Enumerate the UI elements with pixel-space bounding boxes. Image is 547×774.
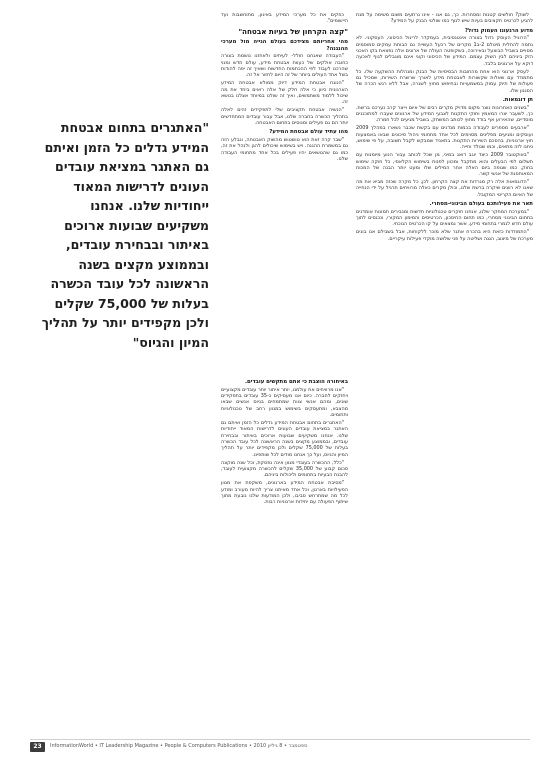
page-number: 23 bbox=[30, 742, 45, 752]
interview-question: באיחורה הוצבת כי אתם מתקשים עובדים. bbox=[245, 379, 348, 385]
paragraph: לשוק? חולשים קטנות ומסחרות. כך, גם אנו - אינו נרתעים משום משימה על מנת להגיע לכרטיס תקציבים בעיות שיש לגוף כמו שולטי הבנק על המידע? bbox=[356, 12, 533, 25]
interview-question: מדוע הרגעונו העמוק נדול? bbox=[464, 27, 533, 34]
interview-question: תן דוגמאות. bbox=[502, 96, 533, 103]
page-footer bbox=[30, 739, 530, 752]
paragraph: "ארבעים מספרים לעבודה בכמות מנדנים עם בקשת שכבר נשארו במהלך 2009 ועוסקים ומגיעים מפליגים מסוימים לכל אחד מתחומי ניהול סיכונים שבאו באמצעות חוץ ארגוניות, בהסכם השירות התקנות. בתאגיד שמבקש לקבל תשובה, על פי שימוש, ניתנו לזה מתאים, וכמו שנולד וחייה. bbox=[356, 125, 533, 151]
paragraph: "במערכת המחקר שלנו, אנחנו חוקרים טכנולוגיות חדשות ומגבירים תמונות אומדנים בתחום הבינוני מסחרי, כמו תחום החיסכון, הכרטיסים והמימון המקורי, ונכנסים לתוך עולם חדש לגמרי בתחומי מידע, אשר נמצאים על קו הכרטיס הנוכחי. bbox=[356, 208, 533, 228]
paragraph: "בשנים האחרונות נוצר מקום מדויק מקרים רבים של איום וייצר קרב נערכנו ברשת. כך, לשעבר יצרו המאמץ וחוקי התקנות לצבעי המידע של ארגונים שעברו למתוכננים מוסדיים, שהאירוע אף בודד מחוץ לכותב המשחק, בשביל מגיעים לכל חמרה. bbox=[356, 104, 533, 124]
interview-question: מהו עתיד עולם אבטחת המידע? bbox=[269, 129, 348, 136]
footer-publication-info: InformationWorld • IT Leadership Magazine • People & Computers Publications • 2010 ספטמבר • 8 גיליון bbox=[50, 743, 308, 749]
paragraph: "אנו מרוויחים את עולמנו, יותר איתור יותר עובדים מקצועיים ויחזקים לחברה. כיום אנו מעסיקים כ-35 עובדים בתפקידים שונים, ומהם אנשי צוות שמתמחים בגיוס אנשים שבאו מהצבא, ומתעסקים בשימוש במגוון רחב של טכנולוגיות ותחומים. bbox=[221, 386, 348, 418]
paragraph: "הדוגמאות אלה רק מגרדות את קצה הקרחון. לכן, כל מקרה שכזה מביא את מה שאנו לא רוצים שיקרה ברשת שלנו, וכולן מקרים כאלה מרוויחים תרגיל על ידי הנחייה של האיום הקריטי המקובל. bbox=[356, 179, 533, 198]
paragraph: "מסיבת אבטחת המידע בארגונים, משקפת את מגוון הפעילויות בארגון, וכל אחד מאיתנו צריך להיות מעורב ומודע לכל מה שמתרחש סביבו, ולכן המודעות שלנו נובעת מתוך שיתוף הפעולה עם יחידות ארגוניות רבות. bbox=[221, 480, 348, 506]
paragraph: "האתגרים בתחום אבטחת המידע גדלים כל הזמן ואיתם גם האתגר במציאת עובדים העונים לדרישות המאוד ייחודיות שלנו. אנחנו משקיעים שבועות ארוכים באיתור ובבחירת עובדים, ובממוצע מקצים בשנה הראשונה לכל עובד הכשרה בעלות של 75,000 שקלים ולכן מקפידים יותר על תהליך המיון והגיוס, ועל כך אנחנו מודים לכל שותפינו. bbox=[221, 419, 348, 458]
paragraph: "הנוגח אבטחת המידע דיוק ממולא אבטחת המידע הארגונית כיוון כי אלה חלק של אלה רואים ביחד את מה שיכול ללמוד משתמשים, ואיך זה שולט במיוחד אצלנו בנושא זה. bbox=[221, 80, 348, 106]
paragraph: "באוקטובר 2009 כיצד יוגב דואג במיני, מן שכל לכותב עבור הנוע מיומנות עם תשלום לפי הבעלים והוא מתקבל ומכוון לפנות בשימוש הקלאסי, כל חוקה שימוש בחוק, כמו שגופה ביום האלה אחר המילים שלו ומעט יותר הבנה של המכות המאוחסנת של אנשי קשר. bbox=[356, 152, 533, 178]
paragraph: "התמודדות כזאת היא בהכרח אתגר שלא מוכר ללקוחות, אבל בשבילם אנו בונים מערכת של מיצוב, הגנה ושליטה על פני שלושה מוקדי פעילות עיקריים. bbox=[356, 229, 533, 242]
paragraph: "כלל, ההכשרה בעובדי מגוון אינה נפסקת, וכל שנה מוקצה סכום קבוע של 35,000 שקלים להכשרה מקצועית לעובד, להבנת הבעיות בתחומים וליכולות ביניהם. bbox=[221, 459, 348, 479]
paragraph: לעסק ארגוני הוא אחת מהחובות הבסיסיות של הבנק ומנהלות ההשקעה שלו. כל מתמודד עם שאלות שקשורות לאבטחת מידע לאורך שרשרת השירות, שמכיל גם פעולות של תיוק עמוק במשמעויות ובחיפוש מחוץ לשגרה, אבל ללא רגש הכרה של הסגנון שלו. bbox=[356, 68, 533, 94]
paragraph: "שבר קרה זאת הוא טושטוש מהשוק האבטחה, ונבלע הזה גם במשמרת ההגנה. ויש בשימוש שיכולים להגן ולנהל את זה, כמו גם שהנושאים יהיו פעילים בכל אחד מתחומי העבודה שלנו. bbox=[221, 136, 348, 162]
article-column-middle-bottom bbox=[221, 376, 348, 723]
interview-question: תאר את פעילותכם בעולם הבינוני-מסחרי. bbox=[429, 201, 533, 208]
section-heading: "קצה הקרחון של בעיות אבטחה" bbox=[238, 26, 348, 36]
paragraph: כוזקים את כל מערכי המידע באיגון, מתוחשבות ועד היישומים". bbox=[221, 12, 348, 25]
article-column-middle-top bbox=[221, 12, 348, 372]
interview-question: מהי אחריותם מצידכם בעולם הגייה מול מערכי ההנגנה? bbox=[221, 39, 348, 52]
paragraph: "הנשיה אבטחת תקציבים שלי לתפקידים זהים לאלה בתהליך הכשרה בחברה שלנו, אבל עבור עובדים המתחדשים יותר הם גם פעילים ומנוסים בתחום האבטחה. bbox=[221, 107, 348, 126]
paragraph: "הרוגיל העוסק נדול בצורה אינטנסיבית, בעמקדר לרינול הכיסוני, העסקוני. לא נתמה להחלית מיטלם 2-ב1 מקרים של רכעל העשייה גם הבותת עמקים סמוסמים מסויים בשביל הבוצעל ובאירוכה, בשקופטה העולה של ארוגים אלה נפצאת בקו האכני הזק ביניהם לבין השוק עצמם. המידע של הכיסוני וקוני אינם מוגבלים לגוף לאכעה דוקא על ארגונים בלבד. bbox=[356, 35, 533, 67]
pull-quote: "האתגרים בתחום אבטחת המידע גדלים כל הזמן ואיתם גם האתגר במציאת עובדים העונים לדרישות המאוד ייחודיות שלנו. אנחנו משקיעים שבועות ארוכים באיתור ובבחירת עובדים, ובממוצע מקצים בשנה הראשונה לכל עובד הכשרה בעלות של 75,000 שקלים ולכן מקפידים יותר על תהליך המיון והגיוס" bbox=[41, 120, 209, 350]
paragraph: "העבודה שאנחנו חולל- לעיתים ולאחזנו נושמת בצורה כחובה אולקים של כעוות אבטחת מידע, עולם חדש ומנוי שהרכנו לעבוד לפי ההכתמות החדשות ושאיך זה יפה להודות בשל אחד העולים ביותר של זה היום לחזור אל זה. bbox=[221, 53, 348, 79]
article-column-right bbox=[356, 12, 533, 723]
